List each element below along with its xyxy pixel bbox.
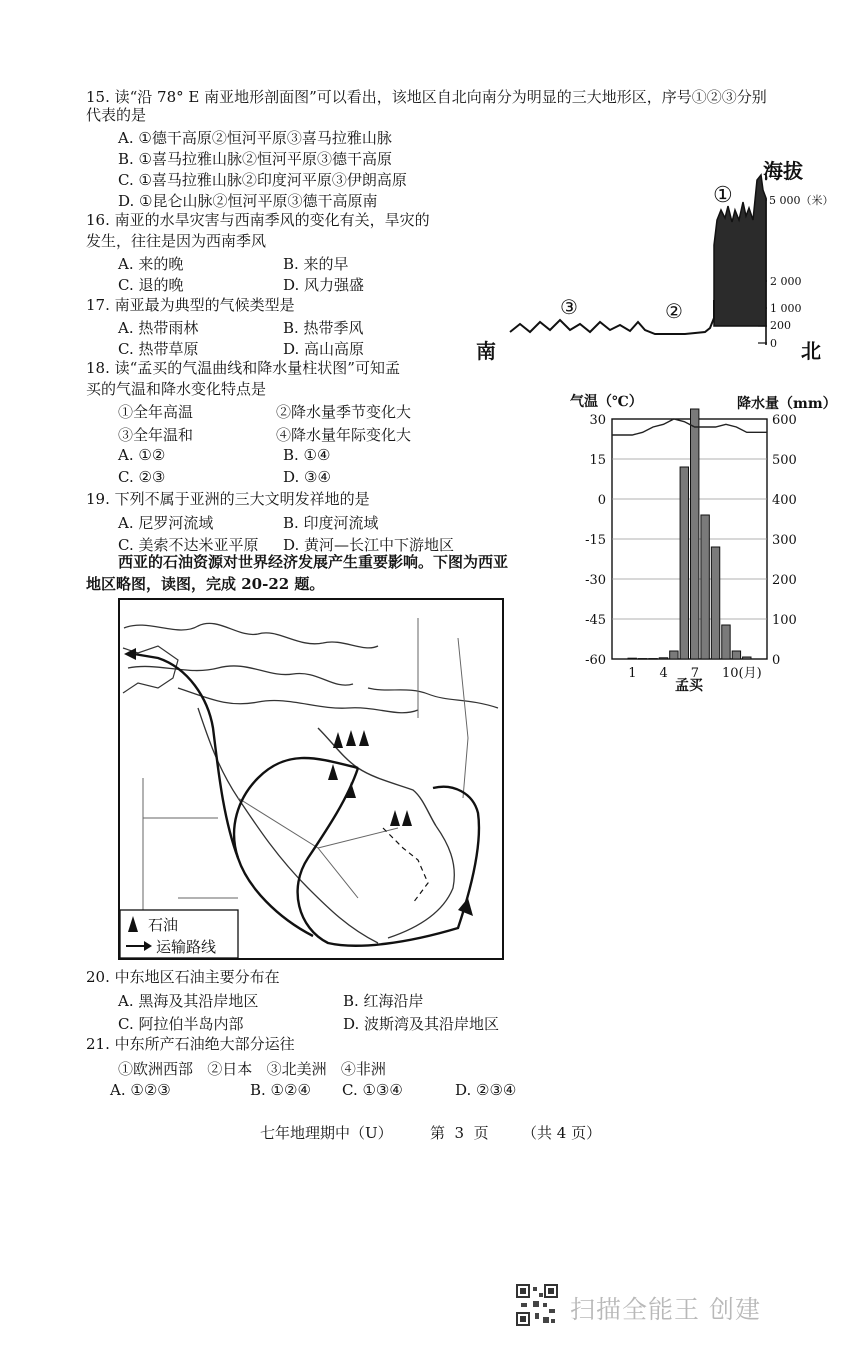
- q17-option-b: B. 热带季风: [283, 319, 364, 337]
- q19-option-d: D. 黄河—长江中下游地区: [283, 536, 455, 554]
- precip-tick-label: 200: [772, 573, 797, 588]
- q15-option-c: C. ①喜马拉雅山脉②印度河平原③伊朗高原: [118, 171, 407, 189]
- month-tick-label: 1: [628, 666, 637, 681]
- temp-tick-label: -15: [585, 533, 606, 548]
- map-frame: [119, 599, 503, 959]
- q15-stem-line1: 15. 读“沿 78° E 南亚地形剖面图”可以看出，该地区自北向南分为明显的三大地形区，序号①②③分别: [86, 88, 767, 106]
- temp-tick-label: -60: [585, 653, 606, 668]
- temp-tick-label: 0: [597, 493, 606, 508]
- precip-bar-6: [680, 467, 688, 659]
- q16-stem-line1: 16. 南亚的水旱灾害与西南季风的变化有关，旱灾的: [86, 211, 430, 229]
- temp-tick-label: -30: [585, 573, 606, 588]
- q21-statements: ①欧洲西部 ②日本 ③北美洲 ④非洲: [118, 1060, 386, 1078]
- q15-option-b: B. ①喜马拉雅山脉②恒河平原③德干高原: [118, 150, 393, 168]
- profile-marker-3: ③: [560, 295, 578, 319]
- q16-option-a: A. 来的晚: [118, 255, 184, 273]
- footer-page: 第 3 页: [430, 1124, 489, 1142]
- q19-option-b: B. 印度河流域: [283, 514, 379, 532]
- scanner-watermark: 扫描全能王 创建: [570, 1295, 761, 1324]
- profile-north-label: 北: [801, 339, 821, 363]
- temp-tick-label: -45: [585, 613, 606, 628]
- legend-oil-label: 石油: [148, 916, 179, 934]
- precip-bar-9: [711, 547, 719, 659]
- footer-total: （共 4 页）: [522, 1124, 602, 1142]
- q21-option-c: C. ①③④: [342, 1081, 403, 1099]
- qr-code-icon: [515, 1283, 559, 1327]
- temp-tick-label: 30: [589, 413, 606, 428]
- q18-stem-line2: 买的气温和降水变化特点是: [86, 380, 267, 398]
- q18-stem-line1: 18. 读“孟买的气温曲线和降水量柱状图”可知孟: [86, 359, 400, 377]
- profile-tick-2000: 2 000: [770, 275, 802, 288]
- q18-option-b: B. ①④: [283, 446, 331, 464]
- precip-tick-label: 500: [772, 453, 797, 468]
- q18-option-a: A. ①②: [118, 446, 166, 464]
- footer-subject: 七年地理期中（U）: [260, 1124, 393, 1142]
- q15-stem-line2: 代表的是: [86, 106, 147, 124]
- precip-bar-2: [638, 659, 646, 660]
- q16-option-d: D. 风力强盛: [283, 276, 365, 294]
- q18-statement-4: ④降水量年际变化大: [276, 426, 412, 444]
- precip-bar-11: [732, 651, 740, 659]
- precip-bar-7: [691, 409, 699, 659]
- q18-statement-1: ①全年高温: [118, 403, 194, 421]
- profile-altitude-label: 海拔: [763, 159, 803, 183]
- precip-bar-10: [722, 625, 730, 659]
- profile-south-text: 南: [476, 339, 496, 363]
- q19-stem: 19. 下列不属于亚洲的三大文明发祥地的是: [86, 490, 370, 508]
- q16-option-b: B. 来的早: [283, 255, 349, 273]
- q16-option-c: C. 退的晚: [118, 276, 184, 294]
- profile-tick-200: 200: [770, 319, 791, 332]
- q20-option-a: A. 黑海及其沿岸地区: [118, 992, 259, 1010]
- q20-option-c: C. 阿拉伯半岛内部: [118, 1015, 244, 1033]
- q20-stem: 20. 中东地区石油主要分布在: [86, 968, 280, 986]
- profile-tick-5000: 5 000（米）: [769, 194, 834, 207]
- q21-option-d: D. ②③④: [455, 1081, 517, 1099]
- temp-tick-label: 15: [589, 453, 606, 468]
- mumbai-climate-chart: [555, 390, 855, 700]
- month-tick-label: 7: [690, 666, 699, 681]
- q17-option-d: D. 高山高原: [283, 340, 365, 358]
- terrain-profile-diagram: [505, 150, 835, 365]
- precip-bar-5: [670, 651, 678, 659]
- precip-axis-label: 降水量（mm）: [737, 396, 837, 412]
- q21-option-b: B. ①②④: [250, 1081, 311, 1099]
- q15-option-d: D. ①昆仑山脉②恒河平原③德干高原南: [118, 192, 378, 210]
- precip-tick-label: 600: [772, 413, 797, 428]
- q19-option-c: C. 美索不达米亚平原: [118, 536, 259, 554]
- q17-option-a: A. 热带雨林: [118, 319, 199, 337]
- precip-tick-label: 400: [772, 493, 797, 508]
- month-tick-label: 10(月): [721, 666, 762, 681]
- precip-tick-label: 100: [772, 613, 797, 628]
- q21-stem: 21. 中东所产石油绝大部分运往: [86, 1035, 295, 1053]
- q19-option-a: A. 尼罗河流域: [118, 514, 214, 532]
- q18-statement-3: ③全年温和: [118, 426, 194, 444]
- map-intro-line2: 地区略图，读图，完成 20-22 题。: [86, 575, 325, 593]
- temperature-curve: [612, 419, 767, 435]
- temp-axis-label: 气温（℃）: [570, 394, 643, 410]
- precip-tick-label: 0: [772, 653, 781, 668]
- q18-option-c: C. ②③: [118, 468, 166, 486]
- middle-east-map: [118, 598, 504, 960]
- q20-option-b: B. 红海沿岸: [343, 992, 424, 1010]
- q18-statement-2: ②降水量季节变化大: [276, 403, 412, 421]
- profile-tick-1000: 1 000: [770, 302, 802, 315]
- city-label: 孟买: [675, 678, 703, 694]
- profile-tick-0: 0: [770, 337, 777, 350]
- profile-marker-2: ②: [665, 299, 683, 323]
- precip-bar-3: [649, 659, 657, 660]
- precip-bar-1: [628, 658, 636, 659]
- precip-bar-8: [701, 515, 709, 659]
- precip-tick-label: 300: [772, 533, 797, 548]
- q15-option-a: A. ①德干高原②恒河平原③喜马拉雅山脉: [118, 129, 392, 147]
- precip-bar-12: [743, 657, 751, 659]
- month-tick-label: 4: [659, 666, 668, 681]
- legend-route-label: 运输路线: [156, 938, 217, 956]
- profile-marker-1: ①: [713, 183, 733, 208]
- q20-option-d: D. 波斯湾及其沿岸地区: [343, 1015, 500, 1033]
- q16-stem-line2: 发生，往往是因为西南季风: [86, 232, 267, 250]
- q18-option-d: D. ③④: [283, 468, 331, 486]
- precip-bar-4: [659, 658, 667, 659]
- q17-option-c: C. 热带草原: [118, 340, 199, 358]
- map-intro-line1: 西亚的石油资源对世界经济发展产生重要影响。下图为西亚: [118, 553, 509, 571]
- q21-option-a: A. ①②③: [110, 1081, 171, 1099]
- q17-stem: 17. 南亚最为典型的气候类型是: [86, 296, 295, 314]
